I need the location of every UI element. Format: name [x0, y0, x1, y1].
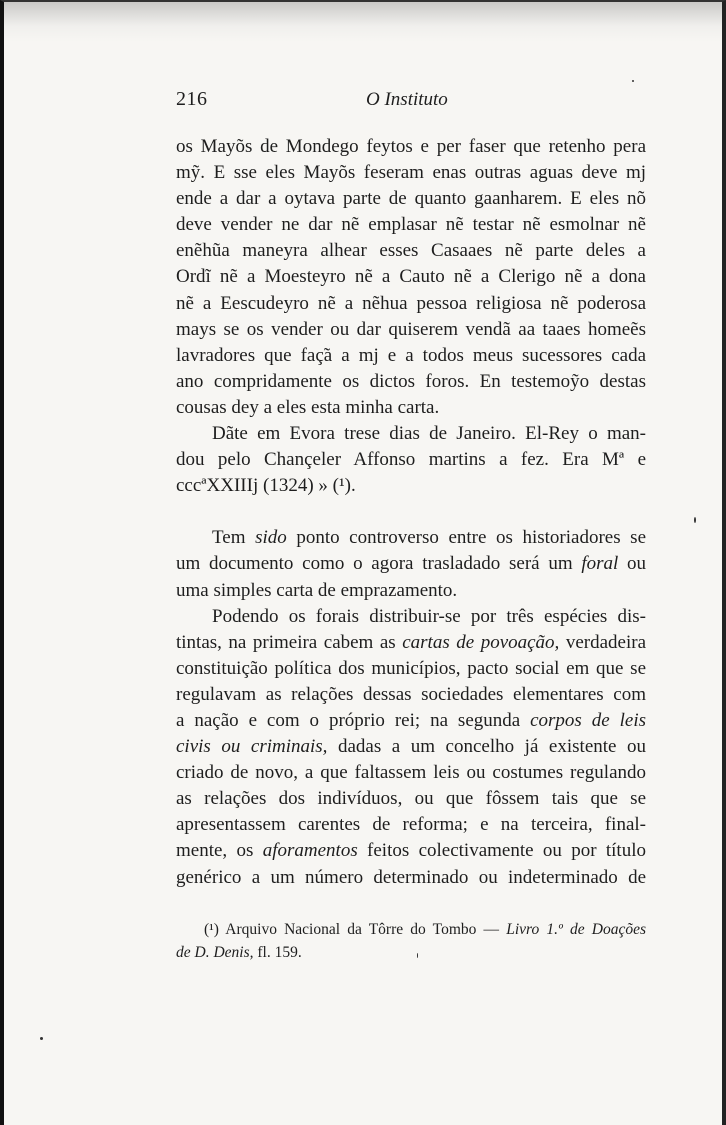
text-run: ou — [618, 553, 646, 575]
italic-run: corpos de leis — [530, 709, 646, 731]
text-line: Dãte em Evora trese dias de Janeiro. El-Rey o man- — [212, 423, 646, 445]
text-run: Tem — [212, 527, 256, 549]
italic-run: sido — [255, 527, 287, 549]
text-line: enẽhũa maneyra alhear esses Casaaes nẽ parte deles a — [176, 240, 646, 262]
scan-shadow — [4, 2, 726, 42]
scan-speck — [632, 80, 634, 82]
paragraph-gap — [176, 499, 646, 525]
text-line: regulavam as relações dessas sociedades elementares com — [176, 683, 646, 705]
text-line: Podendo os forais distribuir-se por três espécies dis- — [212, 605, 646, 627]
text-line — [176, 734, 646, 760]
footnote — [176, 918, 646, 964]
text-line: deve vender ne dar nẽ emplasar nẽ testar nẽ esmolnar nẽ — [176, 214, 646, 236]
text-line: lavradores que faç̃a a mj e a todos meus sucessores cada — [176, 344, 646, 366]
page-header — [176, 88, 646, 116]
text-line: os Mayõs de Mondego feytos e per faser que retenho pera — [176, 136, 646, 157]
text-line: constituição política dos municípios, pacto social em que se — [176, 657, 646, 679]
text-line: cousas dey a eles esta minha carta. — [176, 396, 440, 418]
text-run: um documento como o agora trasladado será um — [176, 553, 582, 575]
text-run: a nação e com o próprio rei; na segunda — [176, 709, 531, 731]
text-run: dadas a um concelho já existente ou — [327, 736, 646, 758]
text-run: tintas, na primeira cabem as — [176, 631, 403, 653]
page-number: 216 — [176, 88, 208, 110]
text-line: cccªXXIIIj (1324) » (¹). — [176, 475, 356, 497]
text-run: fl. 159. — [253, 944, 302, 961]
running-title: O Instituto — [366, 89, 448, 110]
text-line — [176, 630, 646, 656]
italic-run: aforamentos — [262, 840, 358, 862]
italic-run: de D. Denis, — [176, 944, 254, 961]
text-line: nẽ a Eescudeyro nẽ a nẽhua pessoa religiosa nẽ poderosa — [176, 292, 646, 314]
body-text — [176, 134, 646, 891]
text-line — [176, 551, 646, 577]
scan-speck — [694, 517, 696, 523]
footnote-line — [176, 918, 646, 941]
text-line: dou pelo Chançeler Affonso martins a fez. Era Mª e — [176, 449, 646, 471]
text-line: uma simples carta de emprazamento. — [176, 579, 458, 601]
text-run: mente, os — [176, 840, 263, 862]
scan-speck — [40, 1037, 43, 1040]
text-line: mỹ. E sse eles Mayõs feseram enas outras aguas deve mj — [176, 162, 646, 184]
text-run: feitos colectivamente ou por título — [357, 840, 646, 862]
text-line — [176, 525, 646, 551]
italic-run: foral — [581, 553, 619, 575]
text-line: ano compridamente os dictos foros. En testemoỹo destas — [176, 370, 646, 392]
scan-speck — [417, 953, 418, 958]
text-run: verdadeira — [559, 631, 646, 653]
text-line — [176, 838, 646, 864]
text-line: mays se os vender ou dar quiserem vendã aa taaes homeẽs — [176, 318, 646, 340]
text-line — [176, 708, 646, 734]
text-run: ponto controverso entre os historiadores se — [286, 527, 646, 549]
text-line: genérico a um número determinado ou indeterminado de — [176, 866, 646, 888]
text-line: ende a dar a oytava parte de quanto gaanharem. E eles nõ — [176, 188, 646, 210]
text-line: as relações dos indivíduos, ou que fôssem tais que se — [176, 788, 646, 810]
italic-run: civis ou criminais, — [176, 736, 328, 758]
text-line: criado de novo, a que faltassem leis ou costumes regulando — [176, 762, 646, 784]
italic-run: cartas de povoação, — [402, 631, 560, 653]
text-line: apresentassem carentes de reforma; e na terceira, final- — [176, 814, 646, 836]
italic-run: Livro 1.º de Doações — [506, 921, 646, 938]
text-run: (¹) Arquivo Nacional da Tôrre do Tombo — — [204, 921, 507, 938]
footnote-line — [176, 941, 646, 964]
text-line: Ordĩ nẽ a Moesteyro nẽ a Cauto nẽ a Clerigo nẽ a dona — [176, 266, 646, 288]
